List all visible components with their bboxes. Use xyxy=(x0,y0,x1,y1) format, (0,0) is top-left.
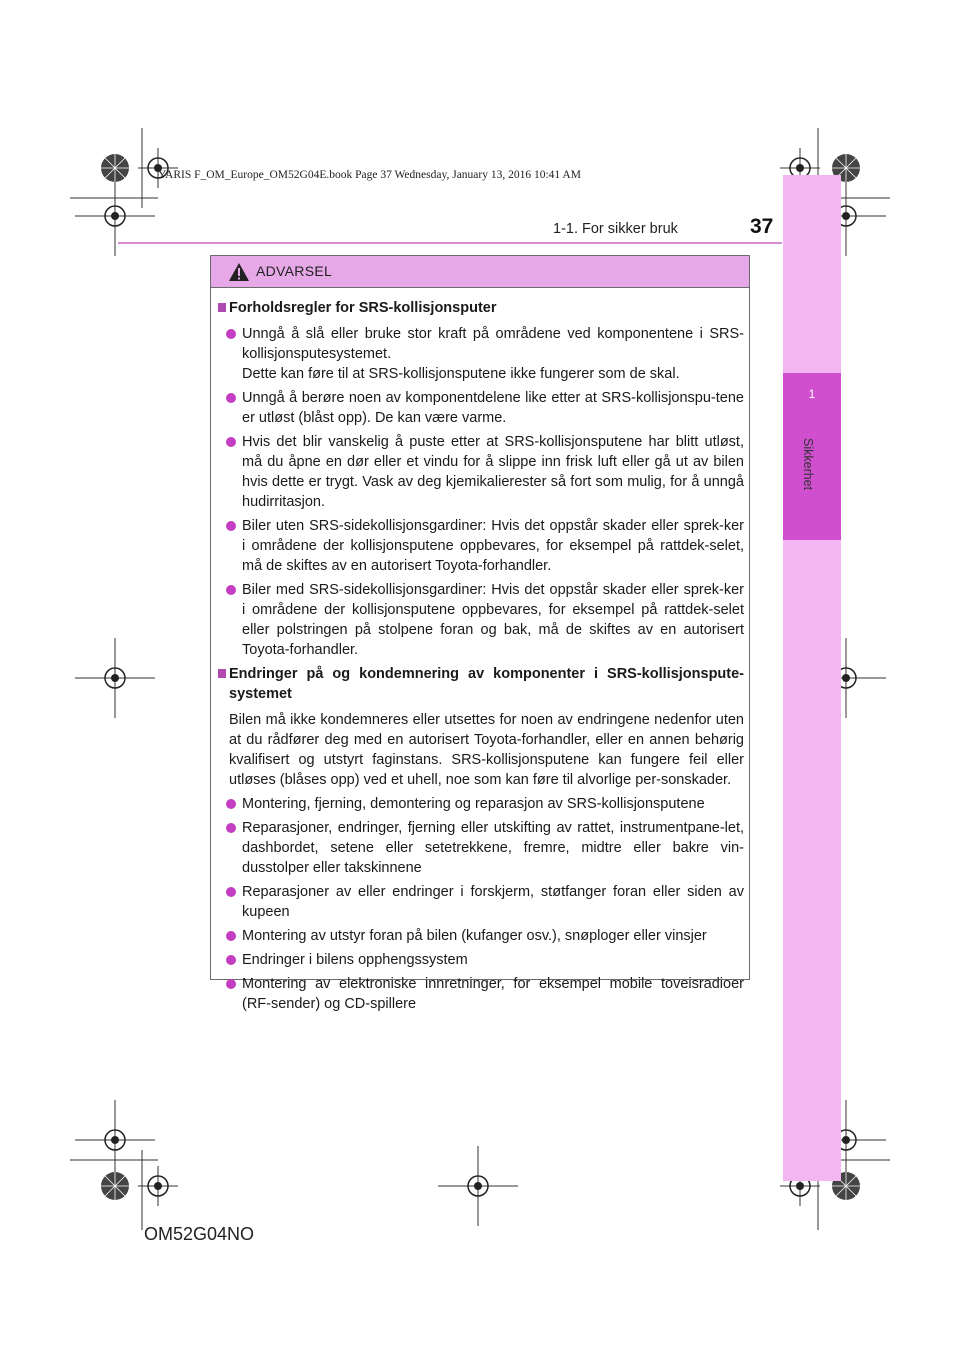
list-item: Unngå å berøre noen av komponentdelene like etter at SRS-kollisjonspu-tene er utløst (blåst opp). De kan være varme. xyxy=(218,388,744,428)
list-item: Montering av elektroniske innretninger, for eksempel mobile toveisradioer (RF-sender) og CD-spillere xyxy=(218,974,744,1014)
section-intro: Bilen må ikke kondemneres eller utsettes for noen av endringene nedenfor uten at du rådfører deg med en autorisert Toyota-forhandler, eller en annen behørig kvalifisert og utstyrt faginstans. SRS-kollisjonsputene kan fungere feil eller utløses (blåses opp) ved et uhell, noe som kan føre til alvorlige per-sonskader. xyxy=(229,712,744,788)
list-item: Unngå å slå eller bruke stor kraft på områdene ved komponentene i SRS-kollisjonsputesystemet. Dette kan føre til at SRS-kollisjonsputene ikke fungerer som de skal. xyxy=(218,324,744,384)
list-item: Montering av utstyr foran på bilen (kufanger osv.), snøploger eller vinsjer xyxy=(218,926,744,946)
circle-bullet-icon xyxy=(226,393,236,403)
section-title: 1-1. For sikker bruk xyxy=(553,221,678,237)
list-item: Biler med SRS-sidekollisjonsgardiner: Hvis det oppstår skader eller sprek-ker i områdene der kollisjonsputene oppbevares, for eksempel på rattdek-selet eller polstringen på stolpene foran og bak, må de skiftes av en autorisert Toyota-forhandler. xyxy=(218,580,744,660)
circle-bullet-icon xyxy=(226,799,236,809)
circle-bullet-icon xyxy=(226,955,236,965)
page-number: 37 xyxy=(750,215,774,238)
circle-bullet-icon xyxy=(226,437,236,447)
chapter-number-tab: 1 xyxy=(783,373,841,430)
header-rule xyxy=(118,242,782,244)
circle-bullet-icon xyxy=(226,329,236,339)
list-item: Endringer i bilens opphengssystem xyxy=(218,950,744,970)
circle-bullet-icon xyxy=(226,887,236,897)
square-bullet-icon xyxy=(218,669,226,678)
chapter-title: Sikkerhet xyxy=(801,438,815,491)
print-info-stamp: YARIS F_OM_Europe_OM52G04E.book Page 37 Wednesday, January 13, 2016 10:41 AM xyxy=(158,169,581,181)
chapter-title-tab xyxy=(783,430,841,540)
side-strip xyxy=(783,175,841,1181)
circle-bullet-icon xyxy=(226,823,236,833)
section-heading: Forholdsregler for SRS-kollisjonsputer xyxy=(218,298,744,318)
square-bullet-icon xyxy=(218,303,226,312)
list-item: Reparasjoner av eller endringer i forskjerm, støtfanger foran eller siden av kupeen xyxy=(218,882,744,922)
list-item: Montering, fjerning, demontering og reparasjon av SRS-kollisjonsputene xyxy=(218,794,744,814)
warning-content xyxy=(218,298,744,1018)
circle-bullet-icon xyxy=(226,585,236,595)
circle-bullet-icon xyxy=(226,521,236,531)
list-item: Biler uten SRS-sidekollisjonsgardiner: Hvis det oppstår skader eller sprek-ker i områdene der kollisjonsputene oppbevares, for eksempel på rattdek-selet, må de skiftes av en autorisert Toyota-forhandler. xyxy=(218,516,744,576)
warning-title: ADVARSEL xyxy=(256,263,333,279)
document-code: OM52G04NO xyxy=(144,1224,255,1244)
warning-header xyxy=(211,256,749,288)
warning-triangle-icon xyxy=(228,262,250,282)
list-item: Hvis det blir vanskelig å puste etter at SRS-kollisjonsputene har blitt utløst, må du åpne en dør eller et vindu for å slippe inn frisk luft eller gå ut av bilen hvis dette er trygt. Vask av deg kjemikalierester så fort som mulig, for å unngå hudirritasjon. xyxy=(218,432,744,512)
circle-bullet-icon xyxy=(226,931,236,941)
list-item: Reparasjoner, endringer, fjerning eller utskifting av rattet, instrumentpane-let, dashbordet, setene eller setetrekkene, fremre, midtre eller bakre vin-dusstolper eller takskinnene xyxy=(218,818,744,878)
circle-bullet-icon xyxy=(226,979,236,989)
section-heading: Endringer på og kondemnering av komponenter i SRS-kollisjonspute-systemet xyxy=(218,664,744,704)
